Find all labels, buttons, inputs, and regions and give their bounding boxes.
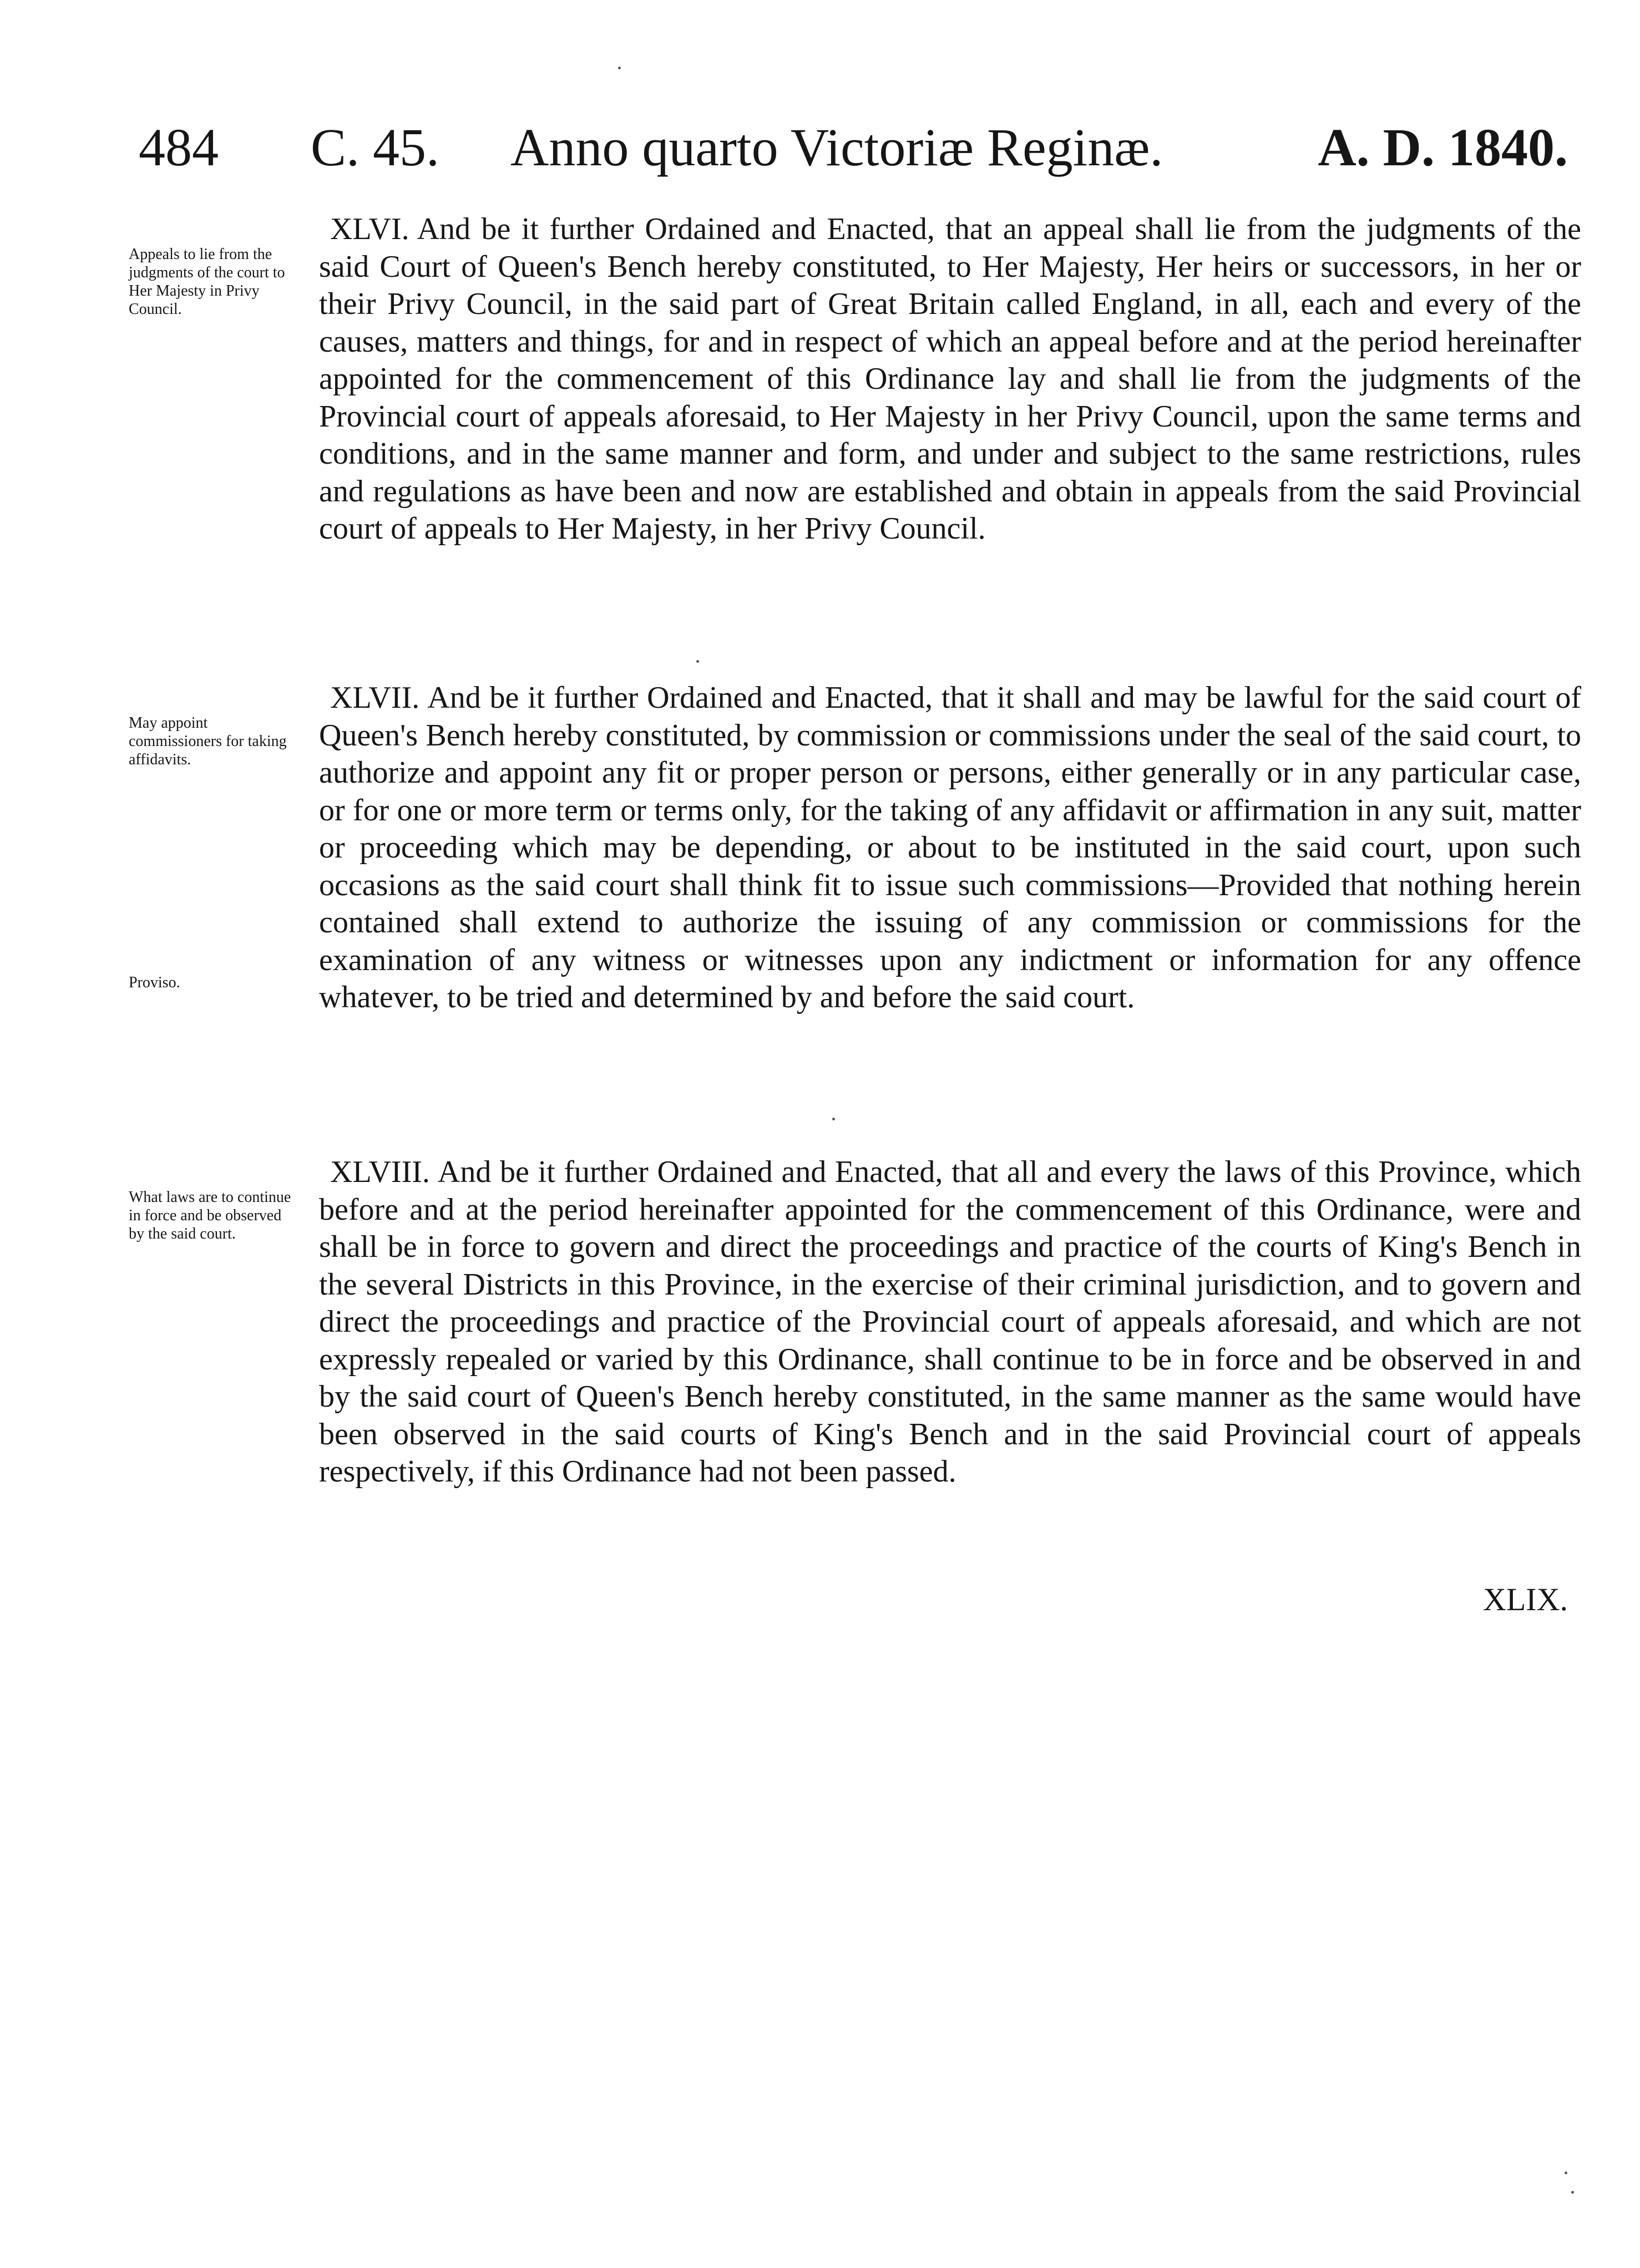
catchword: XLIX. — [1482, 1581, 1568, 1617]
section-body — [319, 1154, 1581, 1491]
margin-note-proviso: Proviso. — [129, 974, 180, 991]
section-body — [319, 679, 1581, 1017]
scan-speck — [696, 660, 699, 663]
year: A. D. 1840. — [1318, 118, 1568, 177]
section-number: XLVI. — [330, 212, 409, 246]
section-number: XLVIII. — [330, 1155, 430, 1189]
scan-speck — [1565, 2171, 1567, 2174]
page-number: 484 — [139, 118, 219, 177]
margin-note: May appoint commissioners for taking affidavits. — [129, 714, 287, 768]
chapter-number: C. 45. — [311, 118, 440, 177]
page-header — [0, 105, 1640, 194]
scan-speck — [1571, 2191, 1574, 2194]
scan-speck — [618, 67, 621, 69]
section-body — [319, 211, 1581, 548]
margin-note: Appeals to lie from the judgments of the court to Her Majesty in Privy Council. — [129, 246, 285, 318]
section-text: And be it further Ordained and Enacted, that an appeal shall lie from the judgments of the said Court of Queen's Bench hereby constituted, to Her Majesty, Her heirs or successors, in her or their Privy Council, in the said part of Great Britain called England, in all, each and every of the causes, matters and things, for and in respect of which an appeal before and at the period hereinafter appointed for the commencement of this Ordinance lay and shall lie from the judgments of the Provincial court of appeals aforesaid, to Her Majesty in her Privy Council, upon the same terms and conditions, and in the same manner and form, and under and subject to the same restrictions, rules and regulations as have been and now are established and obtain in appeals from the said Provincial court of appeals to Her Majesty, in her Privy Council. — [319, 212, 1581, 546]
section-text: And be it further Ordained and Enacted, that it shall and may be lawful for the said court of Queen's Bench hereby constituted, by commission or commissions under the seal of the said court, to authorize and appoint any fit or proper person or persons, either generally or in any particular case, or for one or more term or terms only, for the taking of any affidavit or affirmation in any suit, matter or proceeding which may be depending, or about to be instituted in the said court, upon such occasions as the said court shall think fit to issue such commissions—Provided that nothing herein contained shall extend to authorize the issuing of any commission or commissions for the examination of any witness or witnesses upon any indictment or information for any offence whatever, to be tried and determined by and before the said court. — [319, 681, 1581, 1014]
section-number: XLVII. — [330, 681, 420, 715]
running-title: Anno quarto Victoriæ Reginæ. — [510, 118, 1163, 177]
section-text: And be it further Ordained and Enacted, that all and every the laws of this Province, which before and at the period hereinafter appointed for the commencement of this Ordinance, were and shall be in force to govern and direct the proceedings and practice of the courts of King's Bench in the several Districts in this Province, in the exercise of their criminal jurisdiction, and to govern and direct the proceedings and practice of the Provincial court of appeals aforesaid, and which are not expressly repealed or varied by this Ordinance, shall continue to be in force and be observed in and by the said court of Queen's Bench hereby constituted, in the same manner as the same would have been observed in the said courts of King's Bench and in the said Provincial court of appeals respectively, if this Ordinance had not been passed. — [319, 1155, 1581, 1489]
margin-note: What laws are to continue in force and be observed by the said court. — [129, 1189, 291, 1242]
scan-speck — [832, 1118, 835, 1120]
